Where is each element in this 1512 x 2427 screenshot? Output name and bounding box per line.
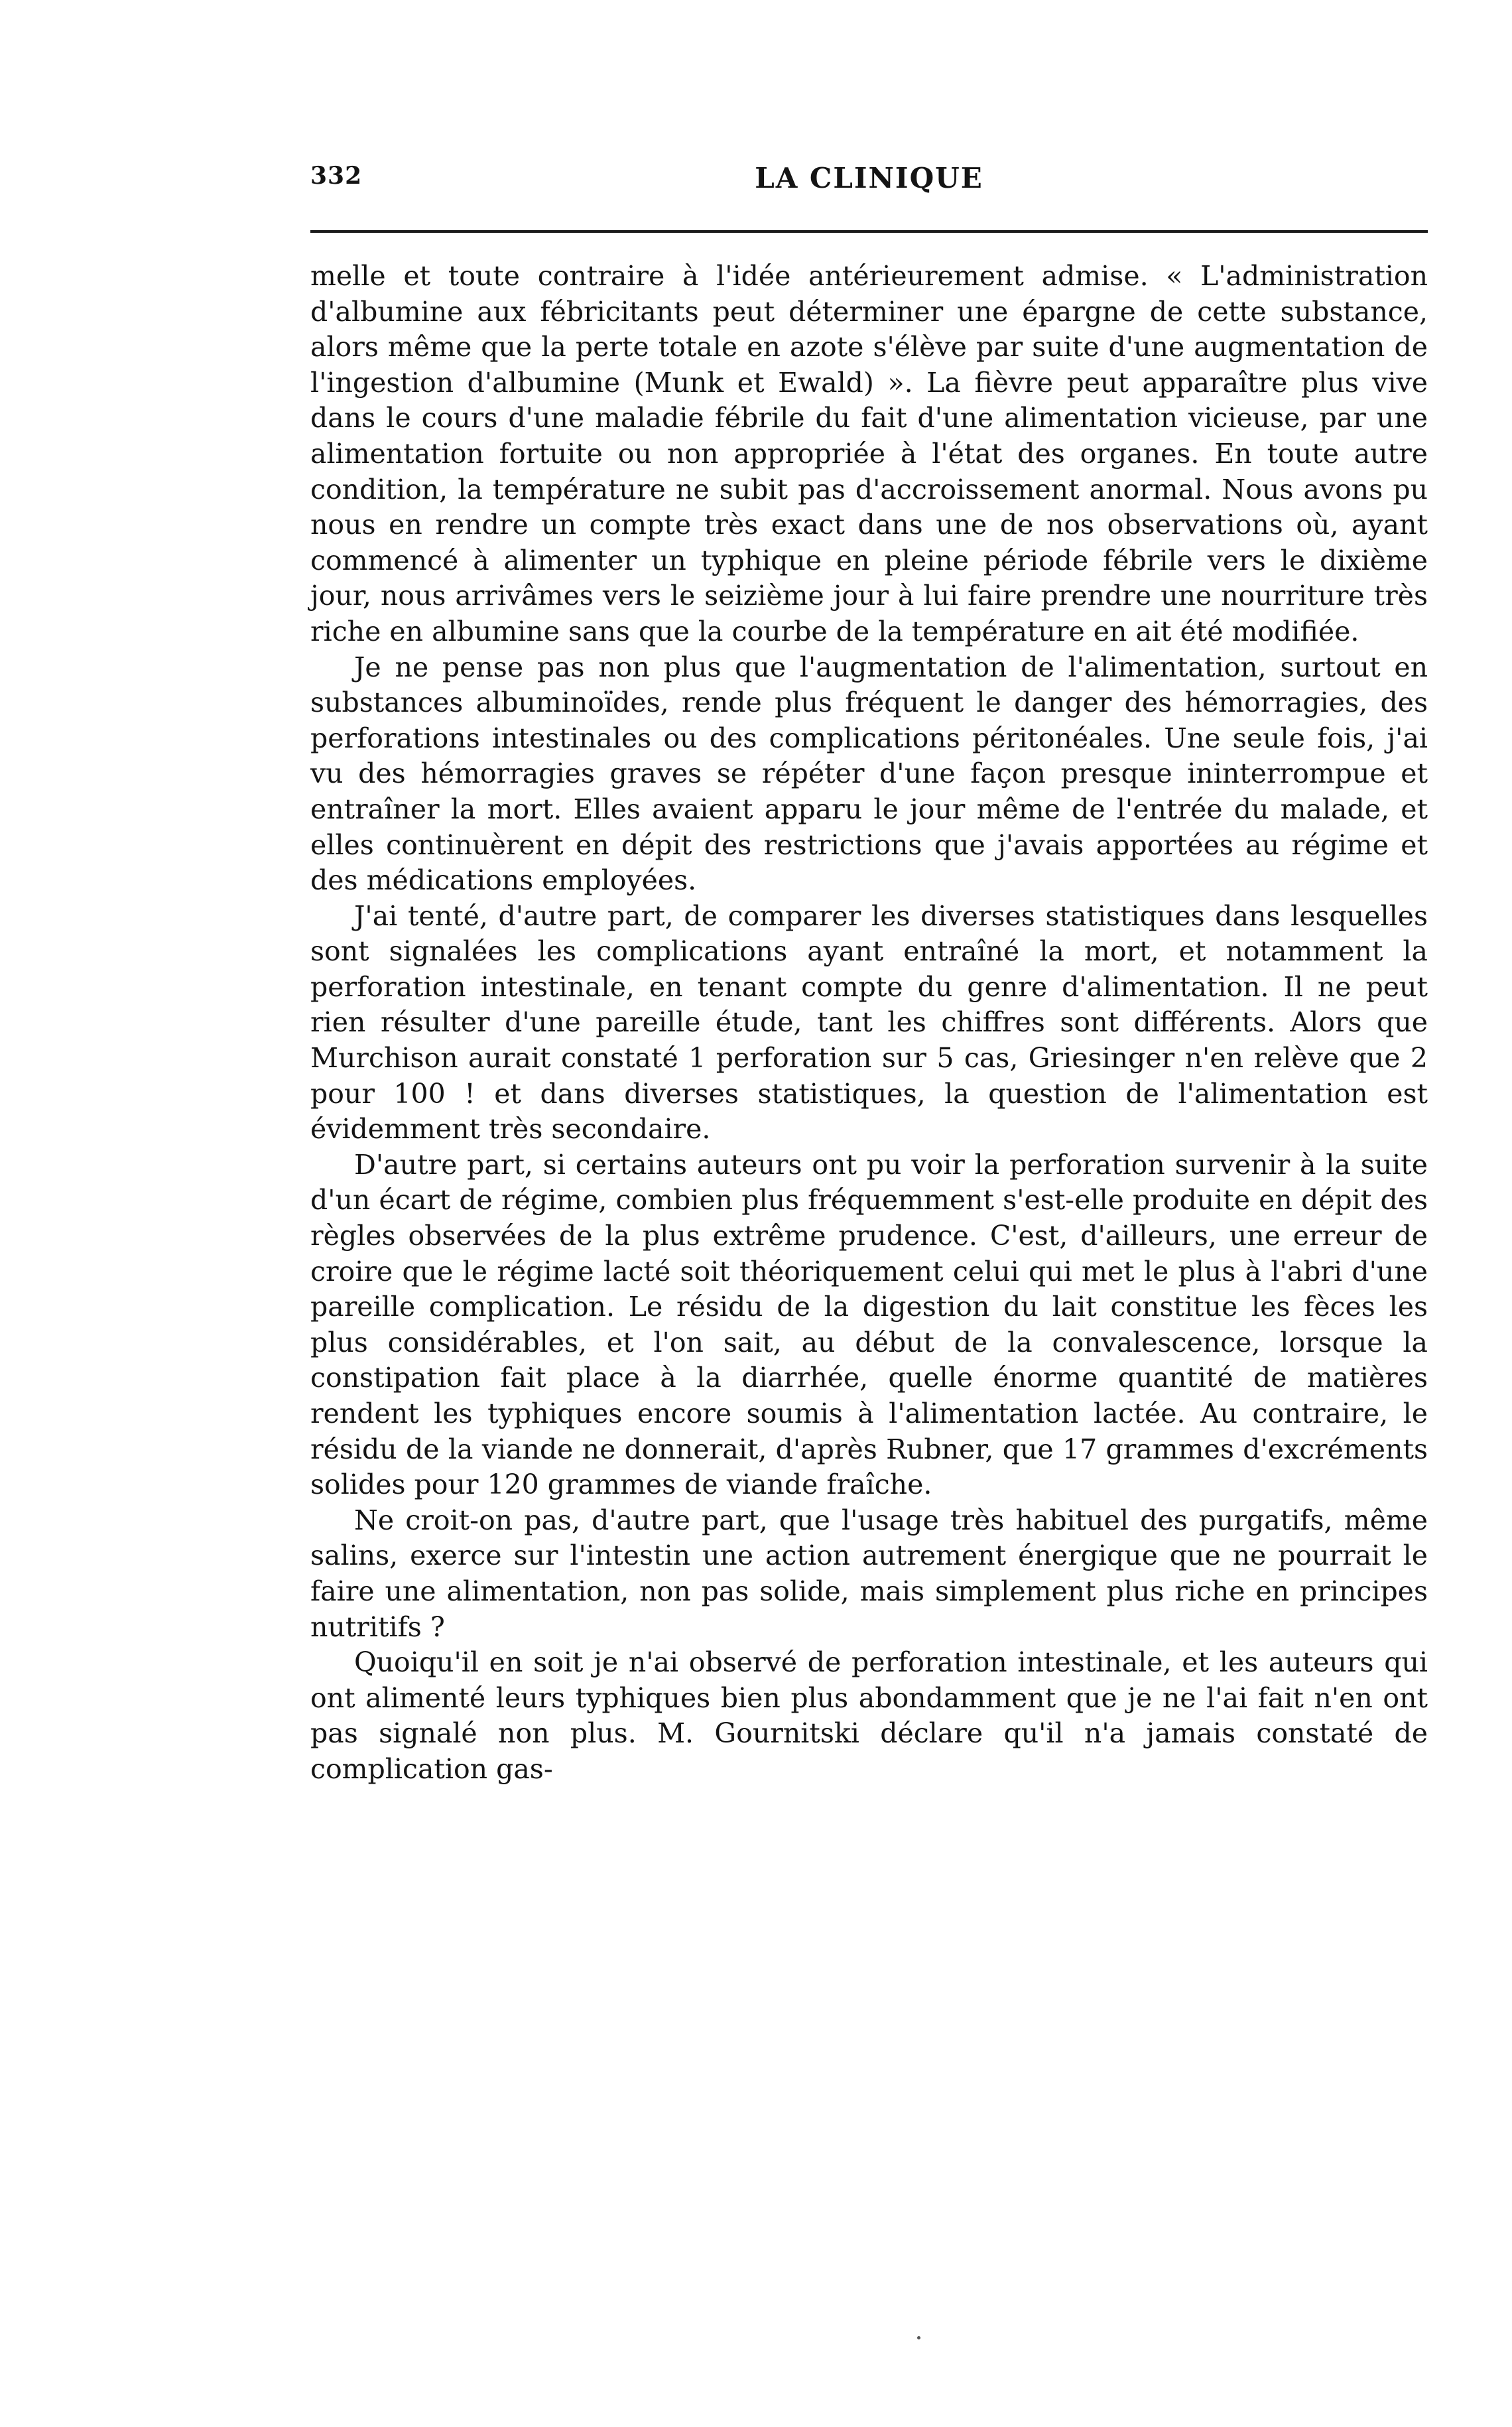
paragraph: D'autre part, si certains auteurs ont pu voir la perforation survenir à la suite d'un écart de régime, combien plus fréquemment s'est-elle produite en dépit des règles observées de la plus extrême prudence. C'est, d'ailleurs, une erreur de croire que le régime lacté soit théoriquement celui qui met le plus à l'abri d'une pareille complication. Le résidu de la digestion du lait constitue les fèces les plus considérables, et l'on sait, au début de la convalescence, lorsque la constipation fait place à la diarrhée, quelle énorme quantité de matières rendent les typhiques encore soumis à l'alimentation lactée. Au contraire, le résidu de la viande ne donnerait, d'après Rubner, que 17 grammes d'excréments solides pour 120 grammes de viande fraîche. [310,1148,1428,1501]
page-number: 332 [310,162,363,190]
body-text [310,259,1428,1788]
document-page [310,159,1428,1785]
stray-ink-dot [917,2336,920,2339]
paragraph: Je ne pense pas non plus que l'augmentation de l'alimentation, surtout en substances albuminoïdes, rende plus fréquent le danger des hémorragies, des perforations intestinales ou des complications péritonéales. Une seule fois, j'ai vu des hémorragies graves se répéter d'une façon presque ininterrompue et entraîner la mort. Elles avaient apparu le jour même de l'entrée du malade, et elles continuèrent en dépit des restrictions que j'avais apportées au régime et des médications employées. [310,651,1428,897]
running-title: LA CLINIQUE [755,162,983,194]
paragraph: Quoiqu'il en soit je n'ai observé de perforation intestinale, et les auteurs qui ont alimenté leurs typhiques bien plus abondamment que je ne l'ai fait n'en ont pas signalé non plus. M. Gournitski déclare qu'il n'a jamais constaté de complication gas- [310,1646,1428,1785]
paragraph: J'ai tenté, d'autre part, de comparer les diverses statistiques dans lesquelles sont signalées les complications ayant entraîné la mort, et notamment la perforation intestinale, en tenant compte du genre d'alimentation. Il ne peut rien résulter d'une pareille étude, tant les chiffres sont différents. Alors que Murchison aurait constaté 1 perforation sur 5 cas, Griesinger n'en relève que 2 pour 100 ! et dans diverses statistiques, la question de l'alimentation est évidemment très secondaire. [310,899,1428,1146]
paragraph: melle et toute contraire à l'idée antérieurement admise. « L'administration d'albumine aux fébricitants peut déterminer une épargne de cette substance, alors même que la perte totale en azote s'élève par suite d'une augmentation de l'ingestion d'albumine (Munk et Ewald) ». La fièvre peut apparaître plus vive dans le cours d'une maladie fébrile du fait d'une alimentation vicieuse, par une alimentation fortuite ou non appropriée à l'état des organes. En toute autre condition, la température ne subit pas d'accroissement anormal. Nous avons pu nous en rendre un compte très exact dans une de nos observations où, ayant commencé à alimenter un typhique en pleine période fébrile vers le dixième jour, nous arrivâmes vers le seizième jour à lui faire prendre une nourriture très riche en albumine sans que la courbe de la température en ait été modifiée. [310,260,1428,647]
page-header [310,159,1428,199]
paragraph: Ne croit-on pas, d'autre part, que l'usage très habituel des purgatifs, même salins, exerce sur l'intestin une action autrement énergique que ne pourrait le faire une alimentation, non pas solide, mais simplement plus riche en principes nutritifs ? [310,1504,1428,1643]
header-rule [310,230,1428,233]
